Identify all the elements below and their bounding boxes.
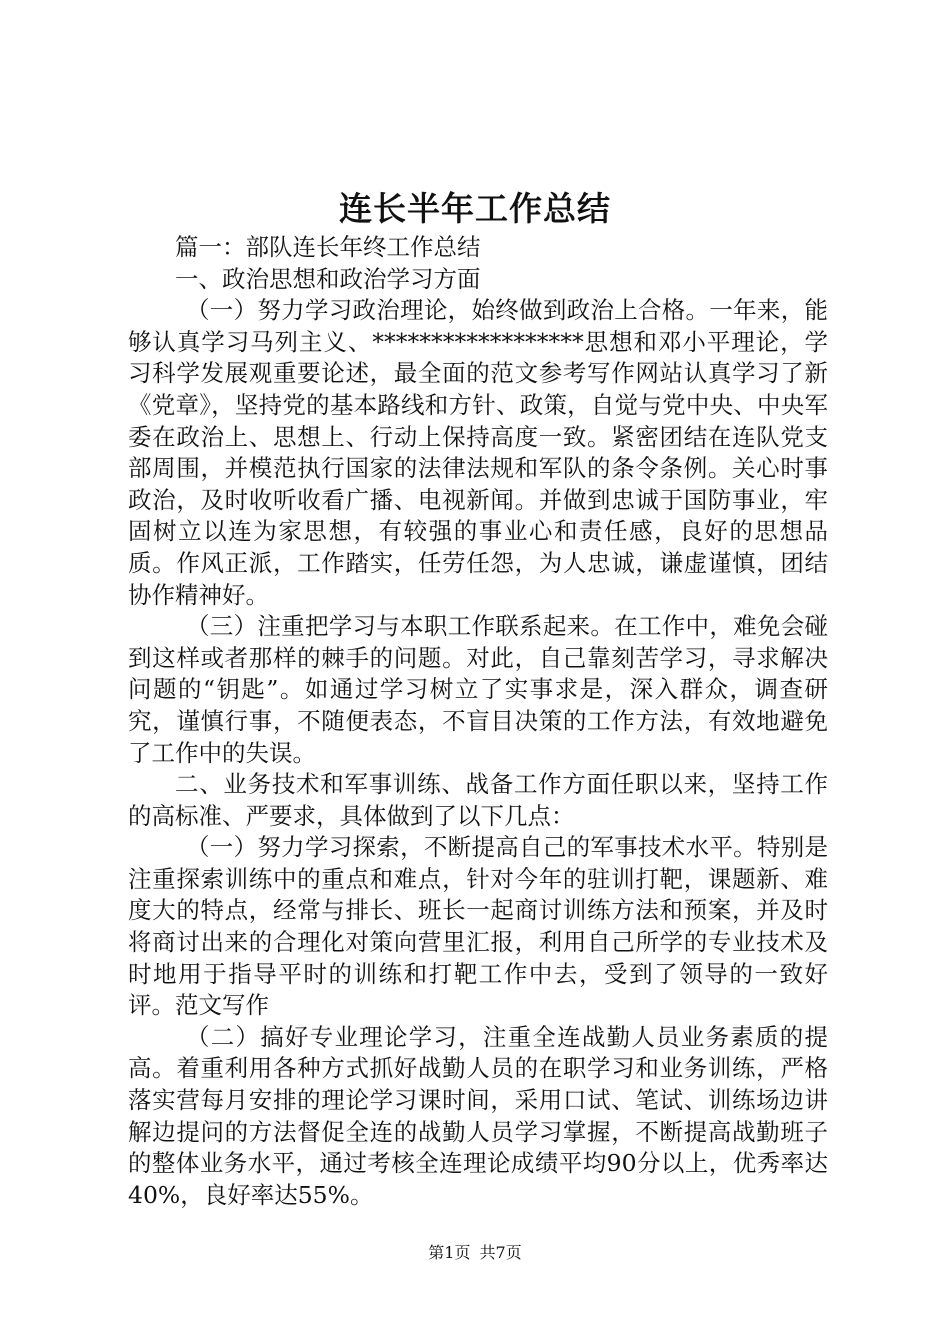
section-heading: 一、政治思想和政治学习方面 <box>175 264 481 293</box>
page-total: 共7页 <box>479 1243 522 1262</box>
body-paragraph: （一）努力学习探索，不断提高自己的军事技术水平。特别是注重探索训练中的重点和难点，针对今年的驻训打靶，课题新、难度大的特点，经常与排长、班长一起商讨训练方法和预案，并及时将商讨出来的合理化对策向营里汇报，利用自己所学的专业技术及时地用于指导平时的训练和打靶工作中去，受到了领导的一致好评。范文写作 <box>128 833 828 1020</box>
body-paragraph: （二）搞好专业理论学习，注重全连战勤人员业务素质的提高。着重利用各种方式抓好战勤人员的在职学习和业务训练，严格落实营每月安排的理论学习课时间，采用口试、笔试、训练场边讲解边提问的方法督促全连的战勤人员学习掌握，不断提高战勤班子的整体业务水平，通过考核全连理论成绩平均90分以上，优秀率达40%，良好率达55%。 <box>128 1022 828 1209</box>
section-heading: 篇一：部队连长年终工作总结 <box>175 233 481 261</box>
document-body <box>128 232 828 1211</box>
body-paragraph: （三）注重把学习与本职工作联系起来。在工作中，难免会碰到这样或者那样的棘手的问题。对此，自己靠刻苦学习，寻求解决问题的“钥匙”。如通过学习树立了实事求是，深入群众，调查研究，谨慎行事，不随便表态，不盲目决策的工作方法，有效地避免了工作中的失误。 <box>128 612 828 767</box>
body-paragraph: 二、业务技术和军事训练、战备工作方面任职以来，坚持工作的高标准、严要求，具体做到了以下几点： <box>128 770 828 830</box>
body-paragraph: （一）努力学习政治理论，始终做到政治上合格。一年来，能够认真学习马列主义、******************思想和邓小平理论，学习科学发展观重要论述，最全面的范文参考写作网站认真学习了新《党章》，坚持党的基本路线和方针、政策，自觉与党中央、中央军委在政治上、思想上、行动上保持高度一致。紧密团结在连队党支部周围，并模范执行国家的法律法规和军队的条令条例。关心时事政治，及时收听收看广播、电视新闻。并做到忠诚于国防事业，牢固树立以连为家思想，有较强的事业心和责任感，良好的思想品质。作风正派，工作踏实，任劳任怨，为人忠诚，谦虚谨慎，团结协作精神好。 <box>128 296 828 609</box>
document-title: 连长半年工作总结 <box>339 189 611 228</box>
page-footer <box>0 1243 950 1263</box>
page-number: 第1页 <box>428 1243 471 1262</box>
